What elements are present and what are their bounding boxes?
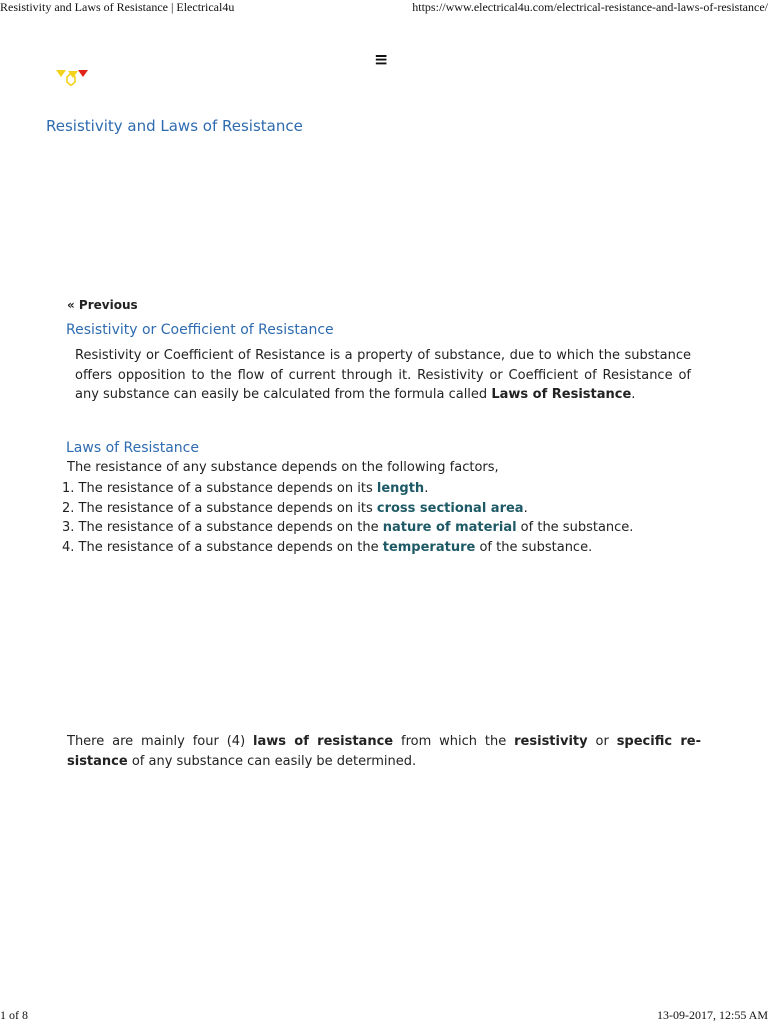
laws-of-resistance-term: Laws of Resistance bbox=[491, 387, 632, 403]
closing-text: There are mainly four (4) bbox=[67, 734, 254, 749]
factor-number: 3. bbox=[62, 520, 75, 536]
factor-text-end: . bbox=[523, 500, 528, 516]
factor-text: The resistance of a substance depends on the bbox=[78, 540, 383, 556]
factor-text: The resistance of a substance depends on its bbox=[78, 500, 377, 516]
factor-text-end: of the substance. bbox=[516, 520, 634, 536]
closing-paragraph bbox=[67, 732, 701, 772]
factor-number: 2. bbox=[62, 500, 75, 516]
print-header-page-title: Resistivity and Laws of Resistance | Electrical4u bbox=[0, 0, 235, 14]
print-footer-page-number: 1 of 8 bbox=[0, 1008, 28, 1022]
laws-intro: The resistance of any substance depends on the following factors, bbox=[67, 460, 499, 475]
closing-text: or bbox=[587, 734, 617, 749]
factor-text-end: . bbox=[424, 481, 429, 496]
factor-item bbox=[62, 538, 633, 558]
factor-keyword[interactable]: temperature bbox=[382, 540, 476, 556]
closing-text: of any substance can easily be determined. bbox=[127, 754, 417, 769]
factor-number: 4. bbox=[62, 540, 75, 556]
electrical4u-logo[interactable] bbox=[54, 70, 90, 86]
print-header-url: https://www.electrical4u.com/electrical-resistance-and-laws-of-resistance/ bbox=[412, 0, 768, 14]
laws-heading: Laws of Resistance bbox=[66, 440, 199, 456]
factor-keyword[interactable]: nature of material bbox=[382, 520, 517, 536]
resistivity-text-end: . bbox=[631, 387, 636, 403]
factor-item bbox=[62, 518, 633, 538]
hamburger-menu-icon[interactable]: ≡ bbox=[374, 50, 389, 70]
laws-of-resistance-term: laws of resistance bbox=[253, 734, 394, 749]
factor-item bbox=[62, 499, 633, 519]
factor-keyword[interactable]: cross sectional area bbox=[376, 500, 524, 516]
factor-item bbox=[62, 479, 633, 499]
factor-number: 1. bbox=[62, 481, 75, 496]
factor-keyword[interactable]: length bbox=[376, 481, 425, 496]
factor-text-end: of the substance. bbox=[475, 540, 593, 556]
resistivity-text: Resistivity or Coefficient of Resistance is a property of substance, due to which the substance offers opposition to the flow of current through it. Resistivity or Coefficient of Resistance of any substance can easily be calculated from the formula called bbox=[75, 348, 691, 403]
previous-link[interactable]: « Previous bbox=[67, 298, 138, 312]
resistivity-term: resistivity bbox=[514, 734, 588, 749]
specific-resistance-term: specific resistance bbox=[67, 734, 701, 769]
factor-list bbox=[62, 479, 633, 558]
factor-text: The resistance of a substance depends on the bbox=[78, 520, 383, 536]
print-footer-datetime: 13-09-2017, 12:55 AM bbox=[657, 1008, 768, 1022]
page-title: Resistivity and Laws of Resistance bbox=[46, 117, 303, 135]
resistivity-heading: Resistivity or Coefficient of Resistance bbox=[66, 322, 334, 338]
factor-text: The resistance of a substance depends on its bbox=[78, 481, 377, 496]
closing-text: from which the bbox=[393, 734, 515, 749]
resistivity-paragraph bbox=[75, 346, 691, 405]
